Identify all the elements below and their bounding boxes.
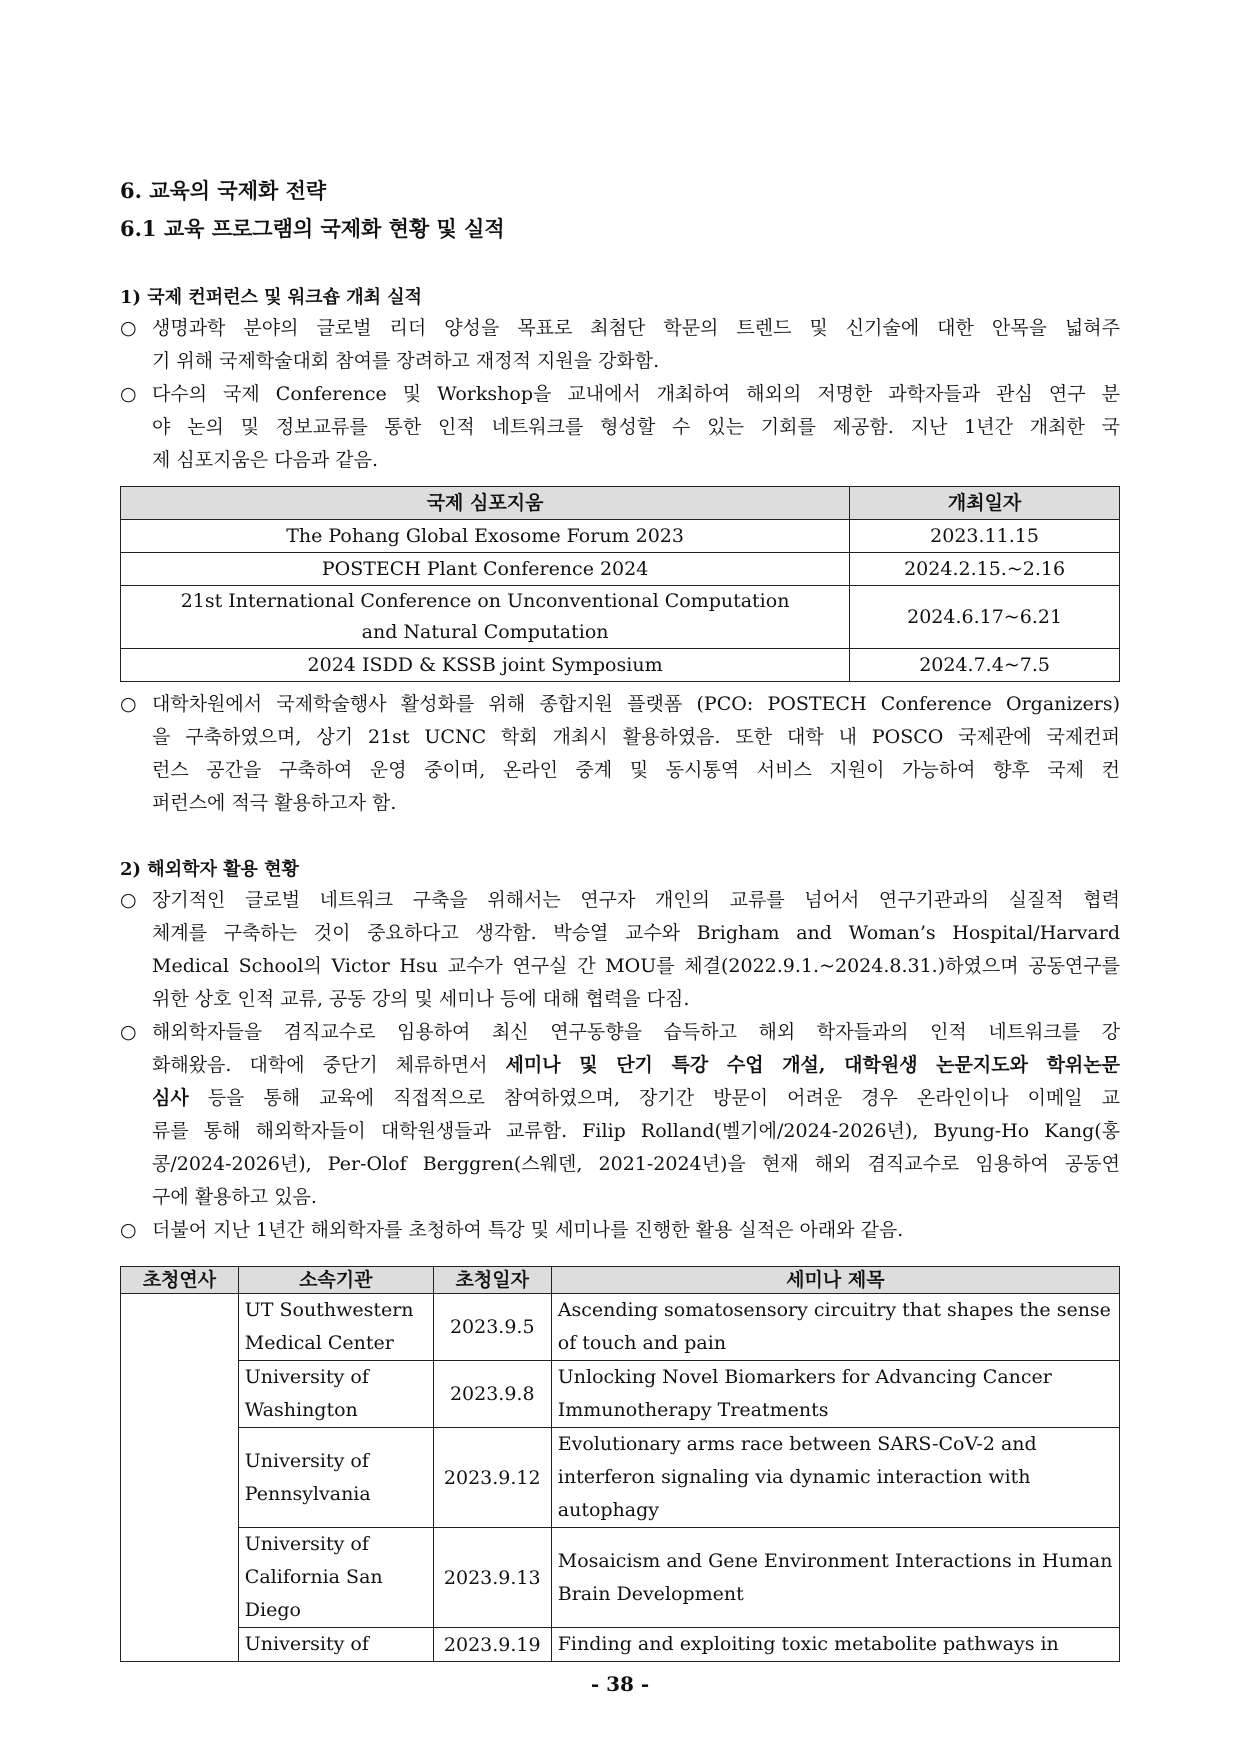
text-segment: 등을 통해 교육에 직접적으로 참여하였으며, 장기간 방문이 어려운 경우 온라인이나 이메일 교 [188,1087,1120,1109]
text-line: 을 구축하였으며, 상기 21st UCNC 학회 개최시 활용하였음. 또한 대학 내 POSCO 국제관에 국제컨퍼 [152,726,1120,748]
bullet-circle-icon: ○ [120,1021,137,1043]
part2-heading: 2) 해외학자 활용 현황 [120,859,299,880]
text-line: Medical School의 Victor Hsu 교수가 연구실 간 MOU를 체결(2022.9.1.~2024.8.31.)하였으며 공동연구를 [152,955,1120,977]
institution-cell: UT Southwestern Medical Center [238,1294,433,1361]
date-cell: 2023.9.5 [433,1294,551,1361]
text-line: 위한 상호 인적 교류, 공동 강의 및 세미나 등에 대해 협력을 다짐. [152,988,690,1010]
bullet-circle-icon: ○ [120,1219,137,1241]
table-row [121,553,1120,586]
part1-paragraph-3 [120,688,1120,820]
text-line: 대학차원에서 국제학술행사 활성화를 위해 종합지원 플랫폼 (PCO: POSTECH Conference Organizers) [152,693,1120,715]
bullet-circle-icon: ○ [120,383,137,405]
date-cell: 2023.9.8 [433,1361,551,1428]
symposium-name: The Pohang Global Exosome Forum 2023 [121,520,850,553]
column-header: 초청연사 [121,1267,239,1294]
text-line [120,1049,1120,1082]
symposium-table [120,486,1120,682]
column-header: 국제 심포지움 [121,487,850,520]
text-line: 해외학자들을 겸직교수로 임용하여 최신 연구동향을 습득하고 해외 학자들과의 인적 네트워크를 강 [152,1021,1120,1043]
symposium-date: 2024.6.17~6.21 [850,586,1120,649]
seminar-title-cell: Ascending somatosensory circuitry that shapes the sense of touch and pain [551,1294,1119,1361]
speaker-cell [121,1294,239,1361]
text-line: 기 위해 국제학술대회 참여를 장려하고 재정적 지원을 강화함. [152,350,660,372]
symposium-name: 2024 ISDD & KSSB joint Symposium [121,649,850,682]
seminar-title-cell: Mosaicism and Gene Environment Interactions in Human Brain Development [551,1528,1119,1628]
speaker-cell [121,1628,239,1662]
part1-paragraph-1 [120,312,1120,378]
table-row [121,1528,1120,1628]
text-line: 야 논의 및 정보교류를 통한 인적 네트워크를 형성할 수 있는 기회를 제공함. 지난 1년간 개최한 국 [152,416,1120,438]
date-cell: 2023.9.19 [433,1628,551,1662]
symposium-date: 2023.11.15 [850,520,1120,553]
bullet-circle-icon: ○ [120,889,137,911]
seminar-title-cell: Unlocking Novel Biomarkers for Advancing Cancer Immunotherapy Treatments [551,1361,1119,1428]
text-line: 제 심포지움은 다음과 같음. [152,449,379,471]
table-row [121,649,1120,682]
text-line: 체계를 구축하는 것이 중요하다고 생각함. 박승열 교수와 Brigham and Woman’s Hospital/Harvard [152,922,1120,944]
text-line: 퍼런스에 적극 활용하고자 함. [152,792,397,814]
text-line: 콩/2024-2026년), Per-Olof Berggren(스웨덴, 2021-2024년)을 현재 해외 겸직교수로 임용하여 공동연 [152,1153,1120,1175]
symposium-date: 2024.7.4~7.5 [850,649,1120,682]
table-header-row [121,487,1120,520]
bold-segment: 세미나 및 단기 특강 수업 개설, 대학원생 논문지도와 학위논문 [505,1054,1120,1076]
section-title: 6. 교육의 국제화 전략 [120,178,327,203]
institution-cell: University of [238,1628,433,1662]
symposium-name: POSTECH Plant Conference 2024 [121,553,850,586]
part2-paragraph-2 [120,1016,1120,1214]
speaker-cell [121,1428,239,1528]
institution-cell: University of Washington [238,1361,433,1428]
seminar-title-cell: Finding and exploiting toxic metabolite pathways in [551,1628,1119,1662]
part2-paragraph-3 [120,1214,1120,1247]
subsection-title: 6.1 교육 프로그램의 국제화 현황 및 실적 [120,216,505,241]
column-header: 세미나 제목 [551,1267,1119,1294]
text-line: 장기적인 글로벌 네트워크 구축을 위해서는 연구자 개인의 교류를 넘어서 연구기관과의 실질적 협력 [152,889,1120,911]
table-row [121,520,1120,553]
part1-heading: 1) 국제 컨퍼런스 및 워크숍 개최 실적 [120,287,423,308]
text-line [120,1082,1120,1115]
table-row [121,586,1120,649]
text-line: 생명과학 분야의 글로벌 리더 양성을 목표로 최첨단 학문의 트렌드 및 신기술에 대한 안목을 넓혀주 [152,317,1120,339]
symposium-date: 2024.2.15.~2.16 [850,553,1120,586]
speaker-cell [121,1361,239,1428]
text-line: 다수의 국제 Conference 및 Workshop을 교내에서 개최하여 해외의 저명한 과학자들과 관심 연구 분 [152,383,1120,405]
column-header: 소속기관 [238,1267,433,1294]
part2-paragraph-1 [120,884,1120,1016]
column-header: 개최일자 [850,487,1120,520]
bold-segment: 심사 [152,1087,189,1109]
table-row [121,1294,1120,1361]
institution-cell: University of California San Diego [238,1528,433,1628]
date-cell: 2023.9.13 [433,1528,551,1628]
table-row [121,1428,1120,1528]
bullet-circle-icon: ○ [120,317,137,339]
symposium-name: 21st International Conference on Unconventional Computation and Natural Computation [121,586,850,649]
seminar-table [120,1266,1120,1662]
seminar-title-cell: Evolutionary arms race between SARS-CoV-2 and interferon signaling via dynamic interaction with autophagy [551,1428,1119,1528]
table-header-row [121,1267,1120,1294]
text-line: 더불어 지난 1년간 해외학자를 초청하여 특강 및 세미나를 진행한 활용 실적은 아래와 같음. [152,1219,904,1241]
bullet-circle-icon: ○ [120,693,137,715]
table-row [121,1628,1120,1662]
text-line: 류를 통해 해외학자들이 대학원생들과 교류함. Filip Rolland(벨기에/2024-2026년), Byung-Ho Kang(홍 [152,1120,1120,1142]
speaker-cell [121,1528,239,1628]
text-line: 구에 활용하고 있음. [152,1186,317,1208]
text-segment: 화해왔음. 대학에 중단기 체류하면서 [152,1054,506,1076]
table-row [121,1361,1120,1428]
text-line: 런스 공간을 구축하여 운영 중이며, 온라인 중계 및 동시통역 서비스 지원이 가능하여 향후 국제 컨 [152,759,1120,781]
column-header: 초청일자 [433,1267,551,1294]
institution-cell: University of Pennsylvania [238,1428,433,1528]
date-cell: 2023.9.12 [433,1428,551,1528]
page-number: - 38 - [590,1672,650,1696]
part1-paragraph-2 [120,378,1120,477]
